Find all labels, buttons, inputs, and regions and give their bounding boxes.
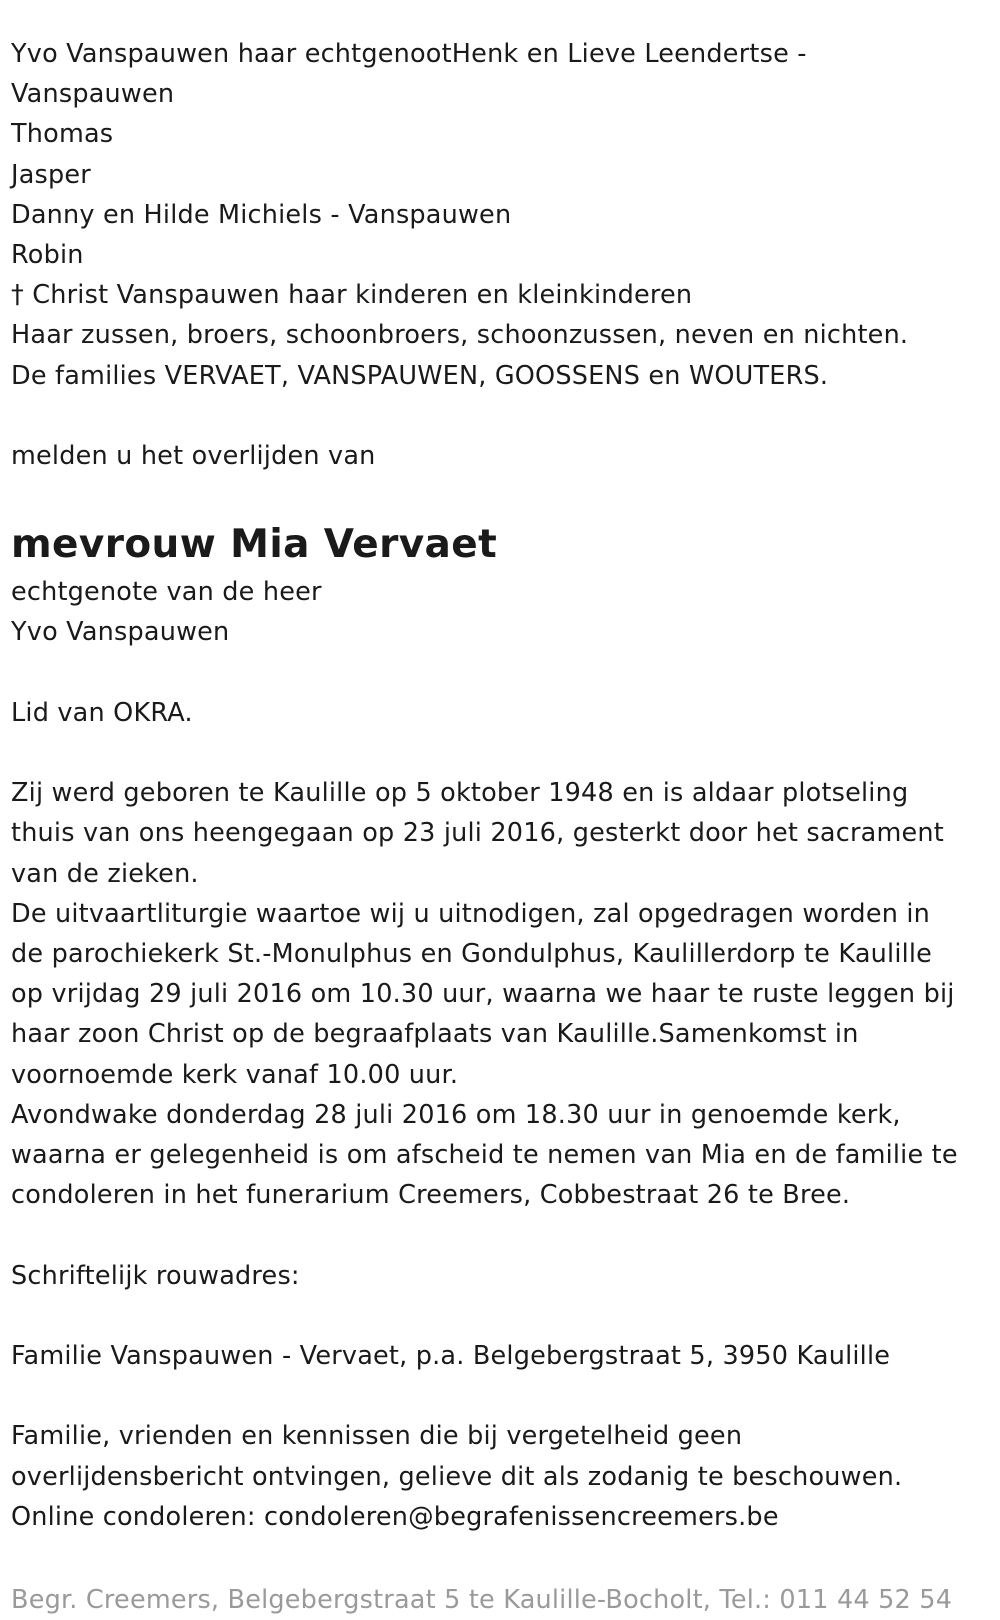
details-birth-death [11, 773, 991, 894]
family-line: † Christ Vanspauwen haar kinderen en kleinkinderen [11, 280, 693, 311]
details-line: condoleren in het funerarium Creemers, Cobbestraat 26 te Bree. [11, 1180, 851, 1211]
details-line: op vrijdag 29 juli 2016 om 10.30 uur, waarna we haar te ruste leggen bij [11, 979, 955, 1010]
deceased-spouse: Yvo Vanspauwen [11, 617, 230, 648]
details-wake [11, 1095, 991, 1216]
family-line: De families VERVAET, VANSPAUWEN, GOOSSENS en WOUTERS. [11, 360, 829, 391]
details-line: thuis van ons heengegaan op 23 juli 2016, gesterkt door het sacrament [11, 818, 944, 849]
closing-text [11, 1416, 991, 1537]
details-line: van de zieken. [11, 858, 199, 889]
funeral-home-footer: Begr. Creemers, Belgebergstraat 5 te Kaulille-Bocholt, Tel.: 011 44 52 54 [11, 1585, 953, 1615]
deceased-relation: echtgenote van de heer [11, 577, 322, 608]
closing-line: Familie, vrienden en kennissen die bij vergetelheid geen [11, 1421, 743, 1452]
membership-text: Lid van OKRA. [11, 697, 193, 728]
online-condolence [11, 1497, 991, 1537]
announcement-text: melden u het overlijden van [11, 441, 376, 472]
online-condolence-label: Online condoleren: [11, 1501, 264, 1532]
family-line: Haar zussen, broers, schoonbroers, schoonzussen, neven en nichten. [11, 320, 909, 351]
details-line: De uitvaartliturgie waartoe wij u uitnodigen, zal opgedragen worden in [11, 898, 931, 929]
details-line: Avondwake donderdag 28 juli 2016 om 18.30 uur in genoemde kerk, [11, 1099, 901, 1130]
mourning-address-label: Schriftelijk rouwadres: [11, 1260, 300, 1291]
family-line: Vanspauwen [11, 79, 175, 110]
family-line: Thomas [11, 119, 114, 150]
details-funeral [11, 894, 991, 1095]
deceased-name: mevrouw Mia Vervaet [11, 522, 498, 568]
details-line: haar zoon Christ op de begraafplaats van Kaulille.Samenkomst in [11, 1019, 859, 1050]
obituary-notice [11, 34, 991, 1537]
condolence-email-link[interactable]: condoleren@begrafenissencreemers.be [263, 1501, 779, 1532]
family-line: Robin [11, 240, 84, 271]
details-line: waarna er gelegenheid is om afscheid te nemen van Mia en de familie te [11, 1140, 958, 1171]
details-line: Zij werd geboren te Kaulille op 5 oktober 1948 en is aldaar plotseling [11, 778, 909, 809]
family-line: Danny en Hilde Michiels - Vanspauwen [11, 199, 512, 230]
family-line: Jasper [11, 159, 91, 190]
mourning-address: Familie Vanspauwen - Vervaet, p.a. Belgebergstraat 5, 3950 Kaulille [11, 1341, 891, 1372]
family-line: Yvo Vanspauwen haar echtgenootHenk en Lieve Leendertse - [11, 39, 807, 69]
family-list [11, 34, 991, 396]
closing-line: overlijdensbericht ontvingen, gelieve dit als zodanig te beschouwen. [11, 1461, 903, 1492]
details-line: de parochiekerk St.-Monulphus en Gondulphus, Kaulillerdorp te Kaulille [11, 939, 933, 970]
details-line: voornoemde kerk vanaf 10.00 uur. [11, 1059, 459, 1090]
